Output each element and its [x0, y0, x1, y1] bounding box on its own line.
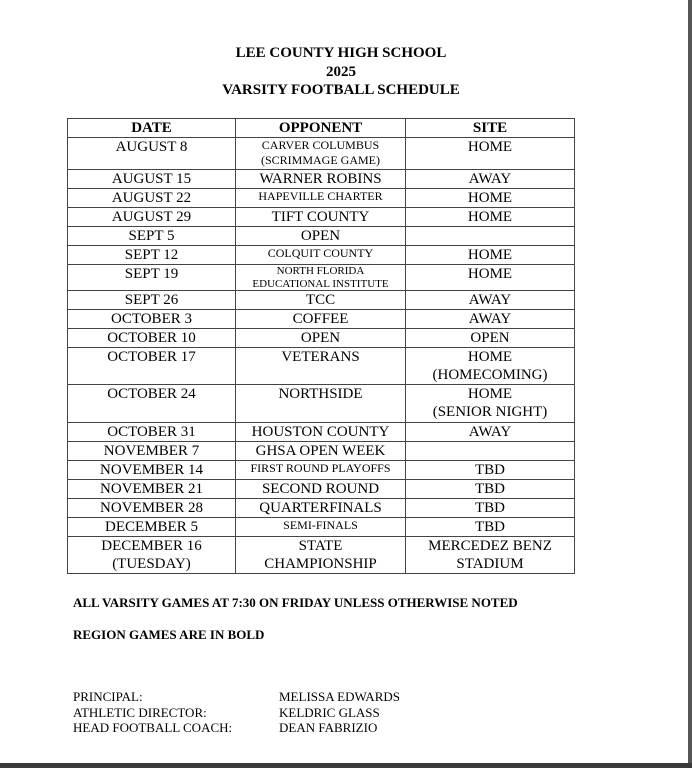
cell-site: HOME [406, 265, 575, 291]
table-row [68, 208, 575, 227]
cell-site [406, 385, 575, 423]
region-games-note: REGION GAMES ARE IN BOLD [73, 627, 265, 642]
cell-date: OCTOBER 10 [68, 329, 236, 348]
table-row [68, 170, 575, 189]
cell-opponent: SECOND ROUND [236, 480, 406, 499]
cell-date: AUGUST 15 [68, 170, 236, 189]
cell-site: HOME [406, 189, 575, 208]
cell-date: NOVEMBER 28 [68, 499, 236, 518]
cell-opponent [236, 138, 406, 170]
staff-role: ATHLETIC DIRECTOR: [73, 704, 207, 720]
cell-opponent [236, 189, 406, 208]
table-row [68, 227, 575, 246]
cell-site: AWAY [406, 291, 575, 310]
opponent-line: CARVER COLUMBUS [261, 138, 380, 152]
staff-role: HEAD FOOTBALL COACH: [73, 720, 233, 735]
cell-opponent: VETERANS [236, 348, 406, 385]
table-row [68, 189, 575, 208]
cell-opponent: WARNER ROBINS [236, 170, 406, 189]
date-line: DECEMBER 16 [101, 538, 202, 554]
page-edge-right [688, 0, 692, 768]
site-line: MERCEDEZ BENZ [428, 538, 552, 554]
table-row [68, 461, 575, 480]
table-row [68, 310, 575, 329]
cell-date: AUGUST 8 [68, 138, 236, 170]
column-header-date: DATE [68, 119, 236, 138]
page-edge-bottom [0, 763, 692, 768]
opponent-line: COLQUIT COUNTY [267, 246, 374, 260]
staff-role: PRINCIPAL: [73, 689, 143, 704]
cell-date: NOVEMBER 7 [68, 442, 236, 461]
table-row [68, 385, 575, 423]
table-row [68, 246, 575, 265]
table-row [68, 291, 575, 310]
staff-names [279, 689, 400, 736]
cell-site: AWAY [406, 423, 575, 442]
cell-opponent: GHSA OPEN WEEK [236, 442, 406, 461]
opponent-line: SEMI-FINALS [283, 518, 358, 532]
cell-site: HOME [406, 208, 575, 227]
cell-opponent: HOUSTON COUNTY [236, 423, 406, 442]
cell-site: TBD [406, 480, 575, 499]
site-line-2: (SENIOR NIGHT) [432, 404, 548, 420]
table-row [68, 348, 575, 385]
table-row [68, 480, 575, 499]
cell-date: NOVEMBER 21 [68, 480, 236, 499]
cell-date: AUGUST 29 [68, 208, 236, 227]
cell-date: SEPT 26 [68, 291, 236, 310]
cell-site: AWAY [406, 170, 575, 189]
table-row [68, 329, 575, 348]
cell-date [68, 537, 236, 574]
opponent-line-2: EDUCATIONAL INSTITUTE [252, 277, 389, 290]
cell-opponent [236, 246, 406, 265]
column-header-opponent: OPPONENT [236, 119, 406, 138]
table-row [68, 537, 575, 574]
date-line-2: (TUESDAY) [112, 556, 191, 572]
cell-site: AWAY [406, 310, 575, 329]
cell-opponent: NORTHSIDE [236, 385, 406, 423]
cell-site [406, 227, 575, 246]
cell-date: DECEMBER 5 [68, 518, 236, 537]
cell-site: TBD [406, 461, 575, 480]
cell-date: AUGUST 22 [68, 189, 236, 208]
cell-opponent: OPEN [236, 329, 406, 348]
staff-name: KELDRIC GLASS [279, 704, 380, 720]
cell-opponent: OPEN [236, 227, 406, 246]
cell-site: OPEN [406, 329, 575, 348]
table-header-row [68, 119, 575, 138]
cell-date: OCTOBER 3 [68, 310, 236, 329]
cell-date: OCTOBER 24 [68, 385, 236, 423]
school-name: LEE COUNTY HIGH SCHOOL [235, 45, 447, 61]
cell-opponent [236, 518, 406, 537]
cell-date: SEPT 12 [68, 246, 236, 265]
site-line-2: (HOMECOMING) [432, 367, 548, 383]
cell-site [406, 348, 575, 385]
opponent-line: FIRST ROUND PLAYOFFS [250, 461, 391, 475]
table-row [68, 138, 575, 170]
opponent-line: STATE [298, 538, 343, 554]
cell-site: HOME [406, 138, 575, 170]
staff-roles [73, 689, 232, 736]
schedule-title: VARSITY FOOTBALL SCHEDULE [222, 82, 460, 98]
staff-name: DEAN FABRIZIO [279, 720, 378, 735]
cell-opponent [236, 537, 406, 574]
cell-opponent [236, 461, 406, 480]
cell-date: OCTOBER 17 [68, 348, 236, 385]
cell-opponent [236, 265, 406, 291]
table-row [68, 423, 575, 442]
cell-opponent: COFFEE [236, 310, 406, 329]
table-row [68, 518, 575, 537]
cell-site [406, 442, 575, 461]
cell-opponent: TCC [236, 291, 406, 310]
site-line: HOME [467, 349, 513, 365]
opponent-line: NORTH FLORIDA [276, 265, 365, 277]
table-row [68, 499, 575, 518]
cell-date: SEPT 19 [68, 265, 236, 291]
cell-opponent: TIFT COUNTY [236, 208, 406, 227]
table-row [68, 265, 575, 291]
game-time-note: ALL VARSITY GAMES AT 7:30 ON FRIDAY UNLESS OTHERWISE NOTED [73, 595, 518, 610]
column-header-site: SITE [406, 119, 575, 138]
table-row [68, 442, 575, 461]
cell-site: HOME [406, 246, 575, 265]
cell-site: TBD [406, 499, 575, 518]
season-year: 2025 [326, 64, 356, 80]
schedule-table [67, 118, 575, 574]
opponent-line: HAPEVILLE CHARTER [258, 189, 383, 203]
opponent-line-2: CHAMPIONSHIP [264, 556, 377, 572]
site-line: HOME [467, 386, 513, 402]
opponent-line-2: (SCRIMMAGE GAME) [260, 152, 380, 167]
cell-site: TBD [406, 518, 575, 537]
cell-date: NOVEMBER 14 [68, 461, 236, 480]
cell-date: SEPT 5 [68, 227, 236, 246]
staff-name: MELISSA EDWARDS [279, 689, 400, 704]
cell-opponent: QUARTERFINALS [236, 499, 406, 518]
cell-date: OCTOBER 31 [68, 423, 236, 442]
site-line-2: STADIUM [456, 556, 524, 572]
cell-site [406, 537, 575, 574]
